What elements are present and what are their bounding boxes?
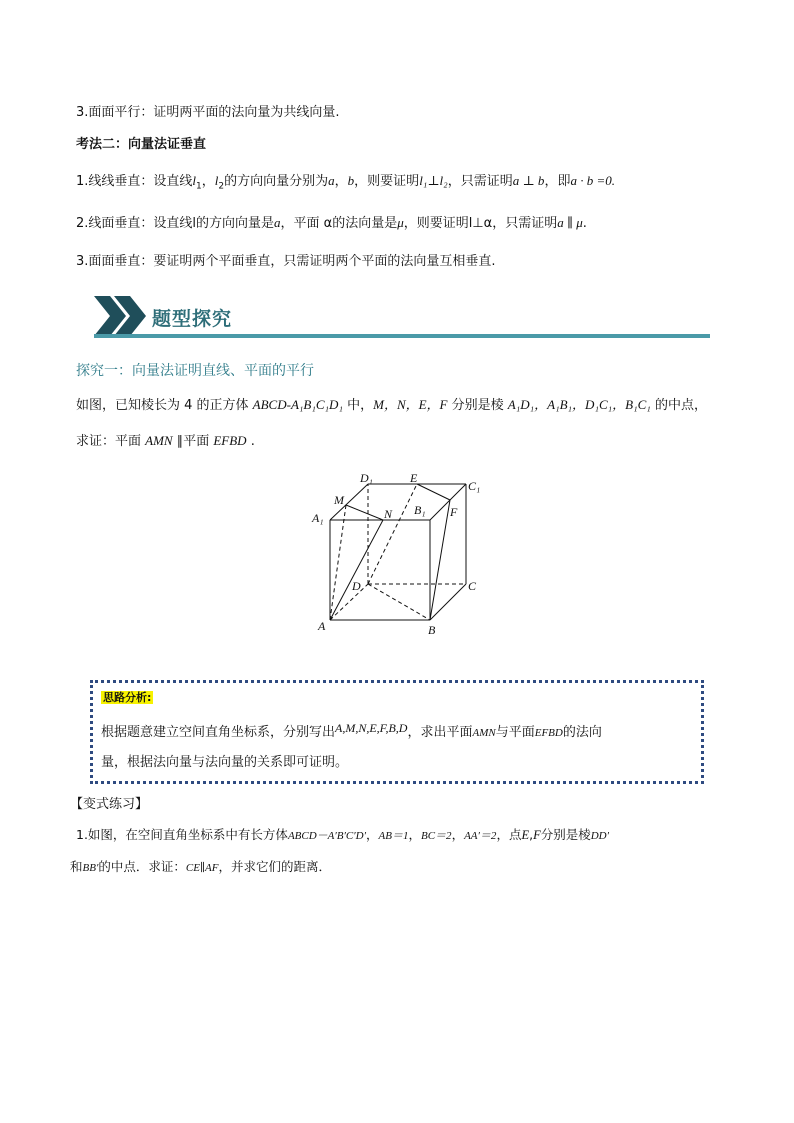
analysis-line2: 量，根据法向量与法向量的关系即可证明。 (101, 755, 349, 770)
label-A: A (318, 619, 326, 633)
cube-figure (300, 462, 500, 642)
q1-aa: AA′＝2 (464, 830, 497, 842)
label-A1: A₁ (312, 511, 324, 525)
problem-text-d: 的中点， (650, 398, 707, 413)
segment-EF (417, 484, 450, 500)
label-N: N (384, 507, 393, 521)
method2-item3: 3.面面垂直：要证明两个平面垂直，只需证明两个平面的法向量互相垂直. (76, 254, 496, 269)
q1-text-e: ，点 (496, 827, 522, 842)
analysis-plane-amn: AMN (472, 727, 496, 739)
edge-AD (330, 584, 368, 620)
method1-item3: 3.面面平行：证明两平面的法向量为共线向量. (76, 105, 340, 120)
problem-line2-a: 求证：平面 (76, 434, 146, 449)
l2-symbol: l (214, 173, 219, 188)
analysis-tag-label: 思路分析: (103, 691, 152, 704)
analysis-box (90, 680, 704, 784)
parallel-symbol: ∥平面 (172, 434, 214, 449)
a-dot-b: a · b =0. (570, 173, 615, 188)
edges: A₁D₁，A₁B₁，D₁C₁，B₁C₁ (507, 397, 651, 412)
vector-mu: μ (397, 215, 404, 230)
item1-sep: ， (334, 174, 348, 189)
q1-e: E (521, 828, 530, 842)
vector-a: a (274, 215, 281, 230)
item1-comma: ， (201, 174, 215, 189)
analysis-text-c: 与平面 (495, 725, 535, 740)
label-D: D (352, 579, 361, 593)
item1-text-c: ，则要证明 (354, 174, 420, 189)
vector-a: a (328, 173, 335, 188)
q2-text-a: 和 (70, 859, 83, 874)
variant-q1-line1 (76, 826, 609, 845)
segment-MN (346, 505, 383, 520)
q1-text-c: ， (408, 827, 421, 842)
problem-text-b: 中， (342, 398, 374, 413)
analysis-tag (101, 689, 153, 705)
midpoints: M，N，E，F (373, 397, 448, 412)
label-C: C (468, 579, 477, 593)
variant-q1-line2 (70, 858, 331, 877)
q1-text-b: ， (366, 827, 379, 842)
segment-AM (330, 505, 346, 620)
q1-text-d: ， (451, 827, 465, 842)
q2-text-c: ，并求它们的距离． (218, 859, 331, 874)
q2-bb: BB′ (82, 862, 99, 874)
item1-text-d: ，只需证明 (447, 174, 513, 189)
label-E: E (410, 471, 418, 485)
q1-f: F (533, 828, 541, 842)
a-parallel-mu: a ∥ μ (557, 215, 583, 230)
q1-bc: BC＝2 (421, 830, 452, 842)
q1-text-g: 分别是棱 (540, 827, 591, 842)
banner-title: 题型探究 (152, 308, 233, 330)
label-F: F (450, 505, 458, 519)
segment-FB (430, 500, 450, 620)
analysis-points: A,M,N,E,F,B,D (335, 721, 408, 735)
q2-text-b: 的中点．求证： (98, 859, 186, 874)
item2-text-a: 2.线面垂直：设直线l的方向向量是 (76, 216, 275, 231)
section-banner (90, 292, 710, 344)
cube-name: ABCD-A₁B₁C₁D₁ (252, 397, 343, 412)
item2-text-c: ，则要证明l⊥α，只需证明 (403, 216, 558, 231)
problem-text-c: 分别是棱 (447, 398, 508, 413)
item2-text-b: ，平面 α的法向量是 (280, 216, 398, 231)
segment-DB (368, 584, 430, 620)
item1-text-a: 1.线线垂直：设直线 (76, 174, 193, 189)
l1-perp-l2: l₁⊥l₂ (419, 173, 448, 188)
item2-end: . (582, 216, 587, 231)
label-B1: B₁ (414, 503, 426, 517)
label-B: B (428, 623, 436, 637)
banner-underline (94, 334, 710, 338)
q1-ab: AB＝1 (378, 830, 409, 842)
a-perp-b: a ⊥ b (512, 173, 545, 188)
problem-end: . (246, 434, 255, 449)
problem-text-a: 如图，已知棱长为 4 的正方体 (76, 398, 253, 413)
l2-subscript: 2 (218, 181, 225, 192)
q1-box: ABCD－A′B′C′D′ (287, 830, 367, 842)
q1-text-a: 1.如图，在空间直角坐标系中有长方体 (76, 827, 288, 842)
method2-heading: 考法二：向量法证垂直 (76, 137, 207, 152)
explore1-problem-line1 (76, 396, 707, 415)
q2-ce-af: CE∥AF (185, 862, 219, 874)
item1-text-b: 的方向向量分别为 (224, 174, 329, 189)
q1-dd: DD′ (590, 830, 610, 842)
l1-subscript: 1 (196, 181, 202, 192)
analysis-plane-efbd: EFBD (534, 727, 563, 739)
label-M: M (334, 493, 344, 507)
plane-amn: AMN (145, 433, 173, 448)
variant-heading: 【变式练习】 (70, 797, 149, 812)
explore1-heading: 探究一：向量法证明直线、平面的平行 (76, 363, 314, 379)
label-C1: C₁ (468, 479, 481, 493)
analysis-text-b: ，求出平面 (407, 725, 473, 740)
l1-symbol: l (192, 173, 197, 188)
vector-b: b (347, 173, 355, 188)
q1-text-f: , (529, 827, 534, 842)
method2-item1 (76, 172, 615, 196)
plane-efbd: EFBD (213, 433, 247, 448)
analysis-text-d: 的法向 (562, 725, 602, 740)
explore1-problem-line2 (76, 432, 255, 451)
item1-text-e: ，即 (544, 174, 571, 189)
label-D1: D₁ (360, 471, 373, 485)
method2-item2 (76, 214, 587, 233)
analysis-text-a: 根据题意建立空间直角坐标系，分别写出 (101, 725, 336, 740)
analysis-line1 (101, 721, 602, 740)
